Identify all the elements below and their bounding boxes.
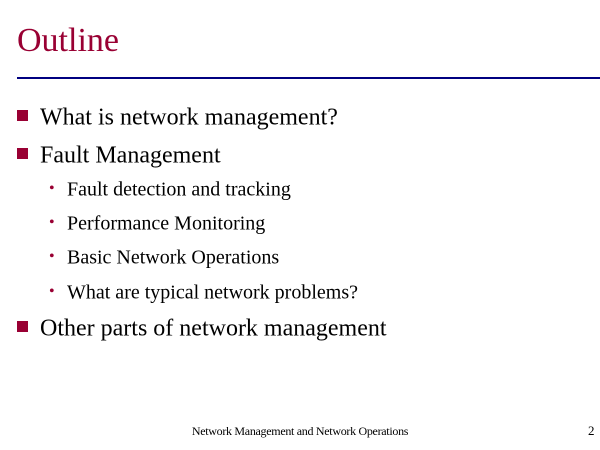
- sub-bullet-item: [49, 244, 279, 268]
- square-bullet-icon: [17, 110, 28, 121]
- bullet-text: Other parts of network management: [40, 315, 387, 342]
- sub-bullet-item: [49, 176, 291, 200]
- sub-bullet-text: Performance Monitoring: [67, 212, 266, 235]
- bullet-item: [17, 102, 338, 130]
- sub-bullet-item: [49, 279, 358, 303]
- sub-bullet-text: Basic Network Operations: [67, 246, 280, 269]
- bullet-text: Fault Management: [40, 142, 221, 169]
- dot-bullet-icon: •: [49, 180, 55, 198]
- square-bullet-icon: [17, 148, 28, 159]
- dot-bullet-icon: •: [49, 248, 55, 266]
- dot-bullet-icon: •: [49, 214, 55, 232]
- footer-title: Network Management and Network Operations: [191, 424, 409, 438]
- square-bullet-icon: [17, 321, 28, 332]
- sub-bullet-text: What are typical network problems?: [67, 281, 358, 304]
- bullet-item: [17, 313, 387, 341]
- sub-bullet-item: [49, 210, 265, 234]
- slide-title: Outline: [17, 22, 119, 59]
- title-divider: [17, 77, 600, 79]
- bullet-item: [17, 140, 221, 168]
- sub-bullet-text: Fault detection and tracking: [67, 178, 291, 201]
- page-number: 2: [588, 423, 595, 438]
- bullet-text: What is network management?: [40, 104, 338, 131]
- dot-bullet-icon: •: [49, 283, 55, 301]
